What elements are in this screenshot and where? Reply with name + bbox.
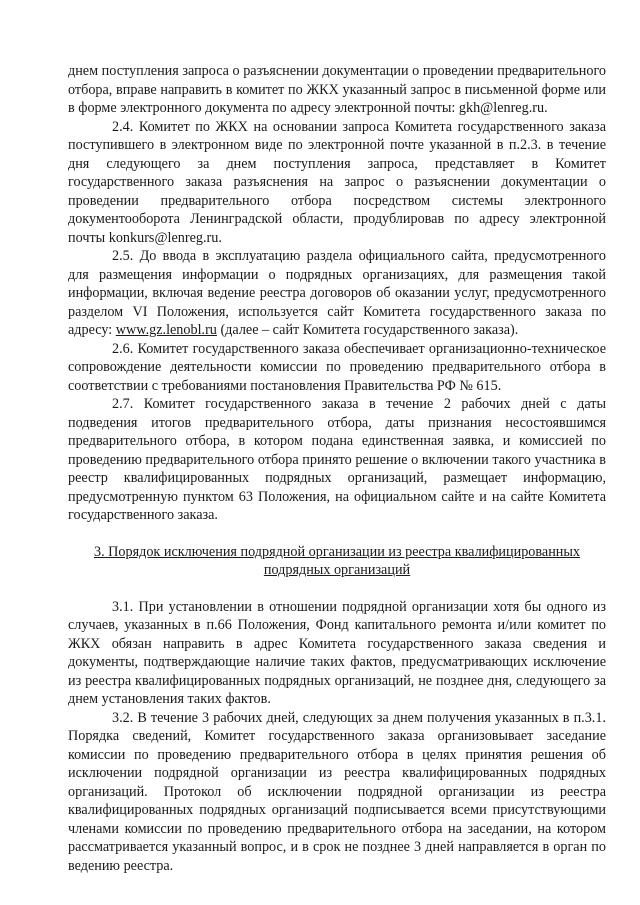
paragraph-3-2: 3.2. В течение 3 рабочих дней, следующих за днем получения указанных в п.3.1. Порядка сведений, Комитет государственного заказа организовывает заседание комиссии по проведению предварительного отбора в целях принятия решения об исключении подрядной организации из реестра квалифицированных подрядных организаций. Протокол об исключении подрядной организации из реестра квалифицированных подрядных организаций подписывается всеми присутствующими членами комиссии по проведению предварительного отбора на заседании, на котором рассматривается указанный вопрос, и в срок не позднее 3 дней направляется в орган по ведению реестра. — [68, 709, 606, 874]
paragraph-2-5-tail: (далее – сайт Комитета государственного заказа). — [216, 322, 519, 338]
paragraph-2-5-text: 2.5. До ввода в эксплуатацию раздела официального сайта, предусмотренного для размещения информации о подрядных организациях, для размещения такой информации, включая ведение реестра договоров об оказании услуг, предусмотренного разделом VI Положения, используется сайт Комитета государственного заказа по адресу: — [68, 248, 606, 338]
website-link[interactable]: www.gz.lenobl.ru — [115, 322, 217, 338]
spacer — [68, 580, 606, 598]
paragraph-2-5 — [68, 247, 606, 340]
paragraph-2-7: 2.7. Комитет государственного заказа в течение 2 рабочих дней с даты подведения итогов предварительного отбора, даты признания несостоявшимся предварительного отбора, в котором подана единственная заявка, и комиссией по проведению предварительного отбора принято решение о включении такого участника в реестр квалифицированных подрядных организаций, размещает информацию, предусмотренную пунктом 63 Положения, на официальном сайте и на сайте Комитета государственного заказа. — [68, 396, 606, 523]
paragraph-3-1: 3.1. При установлении в отношении подрядной организации хотя бы одного из случаев, указанных в п.66 Положения, Фонд капитального ремонта и/или комитет по ЖКХ обязан направить в адрес Комитета государственного заказа сведения и документы, подтверждающие наличие таких фактов, предусматривающих исключение из реестра квалифицированных подрядных организаций, не позднее дня, следующего за днем установления таких фактов. — [68, 598, 606, 707]
paragraph-2-6: 2.6. Комитет государственного заказа обеспечивает организационно-техническое сопровождение деятельности комиссии по проведению предварительного отбора в соответствии с требованиями постановления Правительства РФ № 615. — [68, 340, 606, 394]
spacer — [68, 525, 606, 543]
paragraph-continuation: днем поступления запроса о разъяснении документации о проведении предварительного отбора, вправе направить в комитет по ЖКХ указанный запрос в письменной форме или в форме электронного документа по адресу электронной почты: gkh@lenreg.ru. — [68, 63, 606, 116]
section-3-heading: 3. Порядок исключения подрядной организации из реестра квалифицированных подрядных организаций — [93, 543, 581, 578]
paragraph-2-4: 2.4. Комитет по ЖКХ на основании запроса Комитета государственного заказа поступившего в электронном виде по электронной почте указанной в п.2.3. в течение дня следующего за днем поступления запроса, представляет в Комитет государственного заказа разъяснения на запрос о разъяснении документации о проведении предварительного отбора посредством системы электронного документооборота Ленинградской области, продублировав по адресу электронной почты konkurs@lenreg.ru. — [68, 118, 606, 246]
